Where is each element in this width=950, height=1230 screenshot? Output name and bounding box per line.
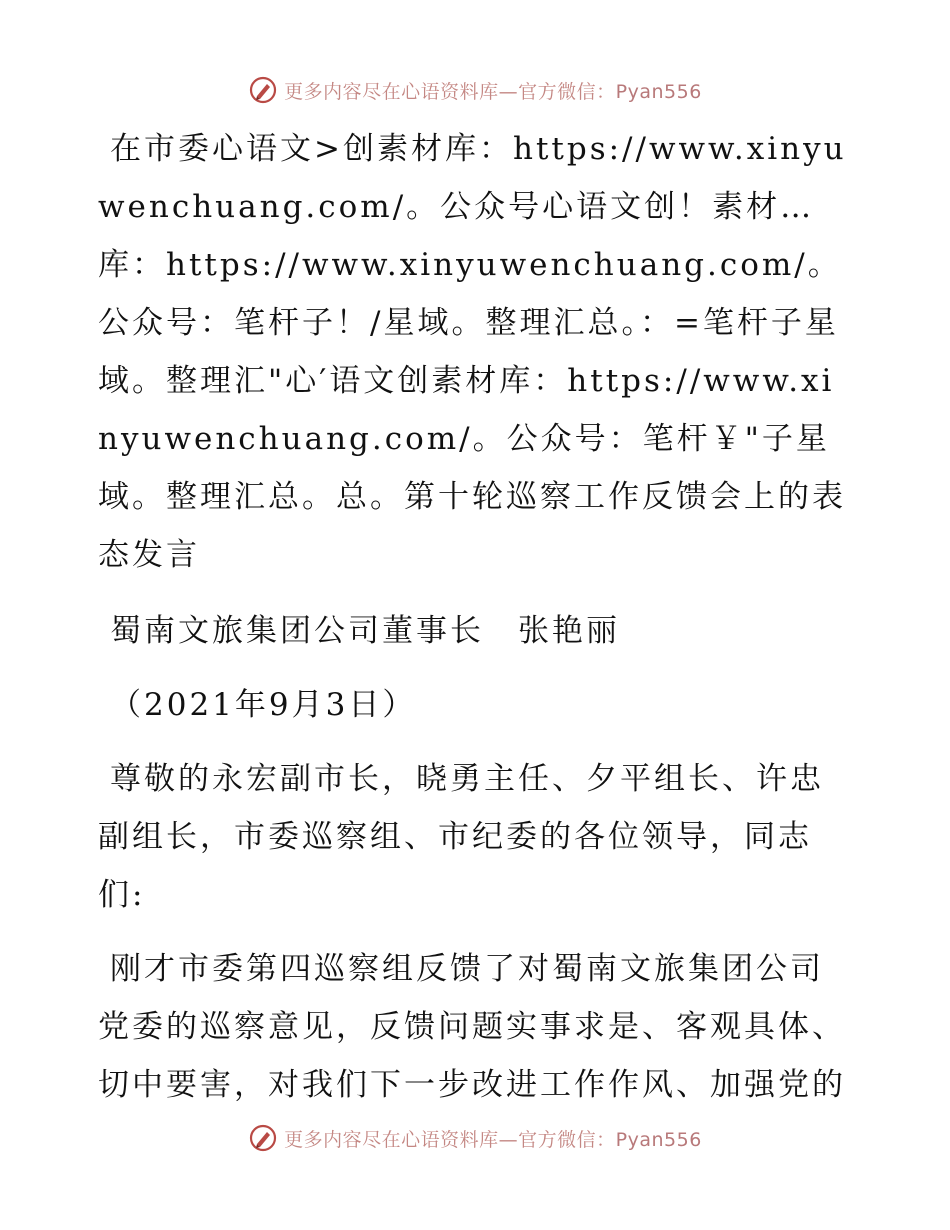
header-watermark xyxy=(0,70,950,110)
body-paragraph: 刚才市委第四巡察组反馈了对蜀南文旅集团公司党委的巡察意见，反馈问题实事求是、客观具体、切中要害，对我们下一步改进工作作风、加强党的 xyxy=(98,951,846,1103)
intro-paragraph: 在市委心语文>创素材库：https://www.xinyuwenchuang.com/。公众号心语文创！素材…库：https://www.xinyuwenchuang.com/。公众号：笔杆子！/星域。整理汇总。：=笔杆子星域。整理汇"心′语文创素材库：https://www.xinyuwenchuang.com/。公众号：笔杆￥"子星域。整理汇总。总。第十轮巡察工作反馈会上的表态发言 xyxy=(98,131,847,573)
watermark-text: 更多内容尽在心语资料库—官方微信：Pyan556 xyxy=(284,80,702,103)
pen-logo-icon xyxy=(248,1123,278,1153)
document-body xyxy=(98,120,853,1114)
pen-logo-icon xyxy=(248,75,278,105)
greeting-paragraph: 尊敬的永宏副市长，晓勇主任、夕平组长、许忠副组长，市委巡察组、市纪委的各位领导，同志们: xyxy=(98,761,824,913)
footer-watermark xyxy=(0,1118,950,1158)
watermark-text: 更多内容尽在心语资料库—官方微信：Pyan556 xyxy=(284,1128,702,1151)
date-line: （2021年9月3日） xyxy=(110,687,417,723)
author-line: 蜀南文旅集团公司董事长 张艳丽 xyxy=(110,613,620,649)
